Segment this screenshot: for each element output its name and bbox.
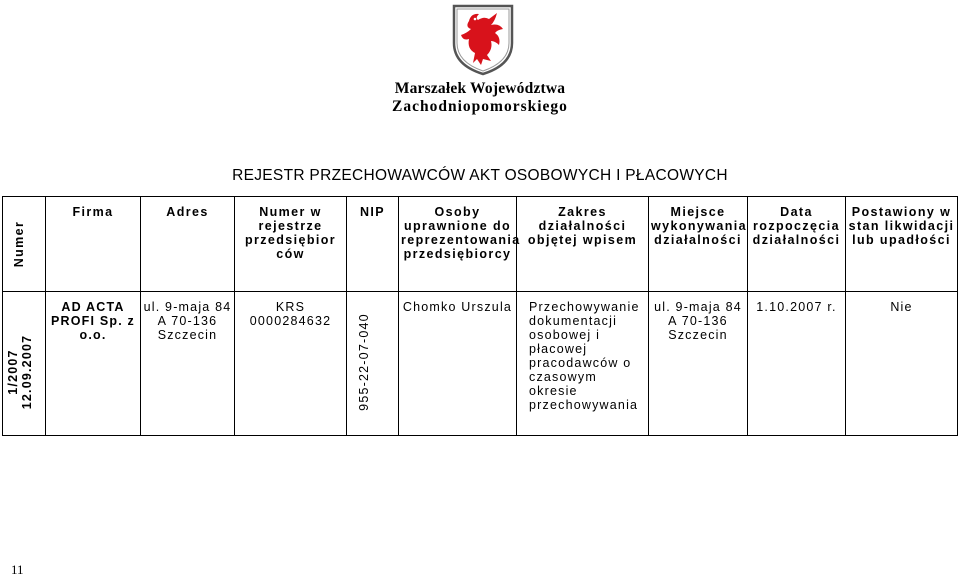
org-name-line1: Marszałek Województwa	[394, 80, 566, 97]
header-adres: Adres	[141, 197, 235, 292]
cell-zakres: Przechowywanie dokumentacji osobowej i płacowej pracodawców o czasowym okresie przechowywania	[517, 292, 649, 436]
cell-firma: AD ACTA PROFI Sp. z o.o.	[46, 292, 141, 436]
org-name-line2: Zachodniopomorskiego	[392, 98, 568, 115]
document-title: REJESTR PRZECHOWAWCÓW AKT OSOBOWYCH I PŁACOWYCH	[232, 167, 728, 184]
header-likwidacja: Postawiony w stan likwidacji lub upadłości	[846, 197, 958, 292]
header-nip: NIP	[347, 197, 399, 292]
header-data: Data rozpoczęcia działalności	[748, 197, 846, 292]
cell-miejsce: ul. 9-maja 84 A 70-136 Szczecin	[649, 292, 748, 436]
header-rejestr: Numer w rejestrze przedsiębior ców	[235, 197, 347, 292]
header-osoby: Osoby uprawnione do reprezentowania przedsiębiorcy	[399, 197, 517, 292]
page-number: 11	[11, 562, 24, 577]
header-zakres: Zakres działalności objętej wpisem	[517, 197, 649, 292]
entry-date: 12.09.2007	[20, 334, 34, 410]
cell-adres: ul. 9-maja 84 A 70-136 Szczecin	[141, 292, 235, 436]
table-row	[3, 292, 958, 436]
cell-osoby: Chomko Urszula	[399, 292, 517, 436]
cell-numer	[3, 292, 46, 436]
cell-nip	[347, 292, 399, 436]
cell-data: 1.10.2007 r.	[748, 292, 846, 436]
header-numer: Numer	[3, 197, 46, 292]
entry-number: 1/2007	[6, 349, 20, 395]
header-firma: Firma	[46, 197, 141, 292]
cell-likwidacja: Nie	[846, 292, 958, 436]
griffin-emblem-icon	[451, 3, 515, 77]
nip-value: 955-22-07-040	[357, 313, 371, 411]
register-table	[2, 196, 958, 436]
table-header-row	[3, 197, 958, 292]
header-miejsce: Miejsce wykonywania działalności	[649, 197, 748, 292]
cell-rejestr: KRS 0000284632	[235, 292, 347, 436]
